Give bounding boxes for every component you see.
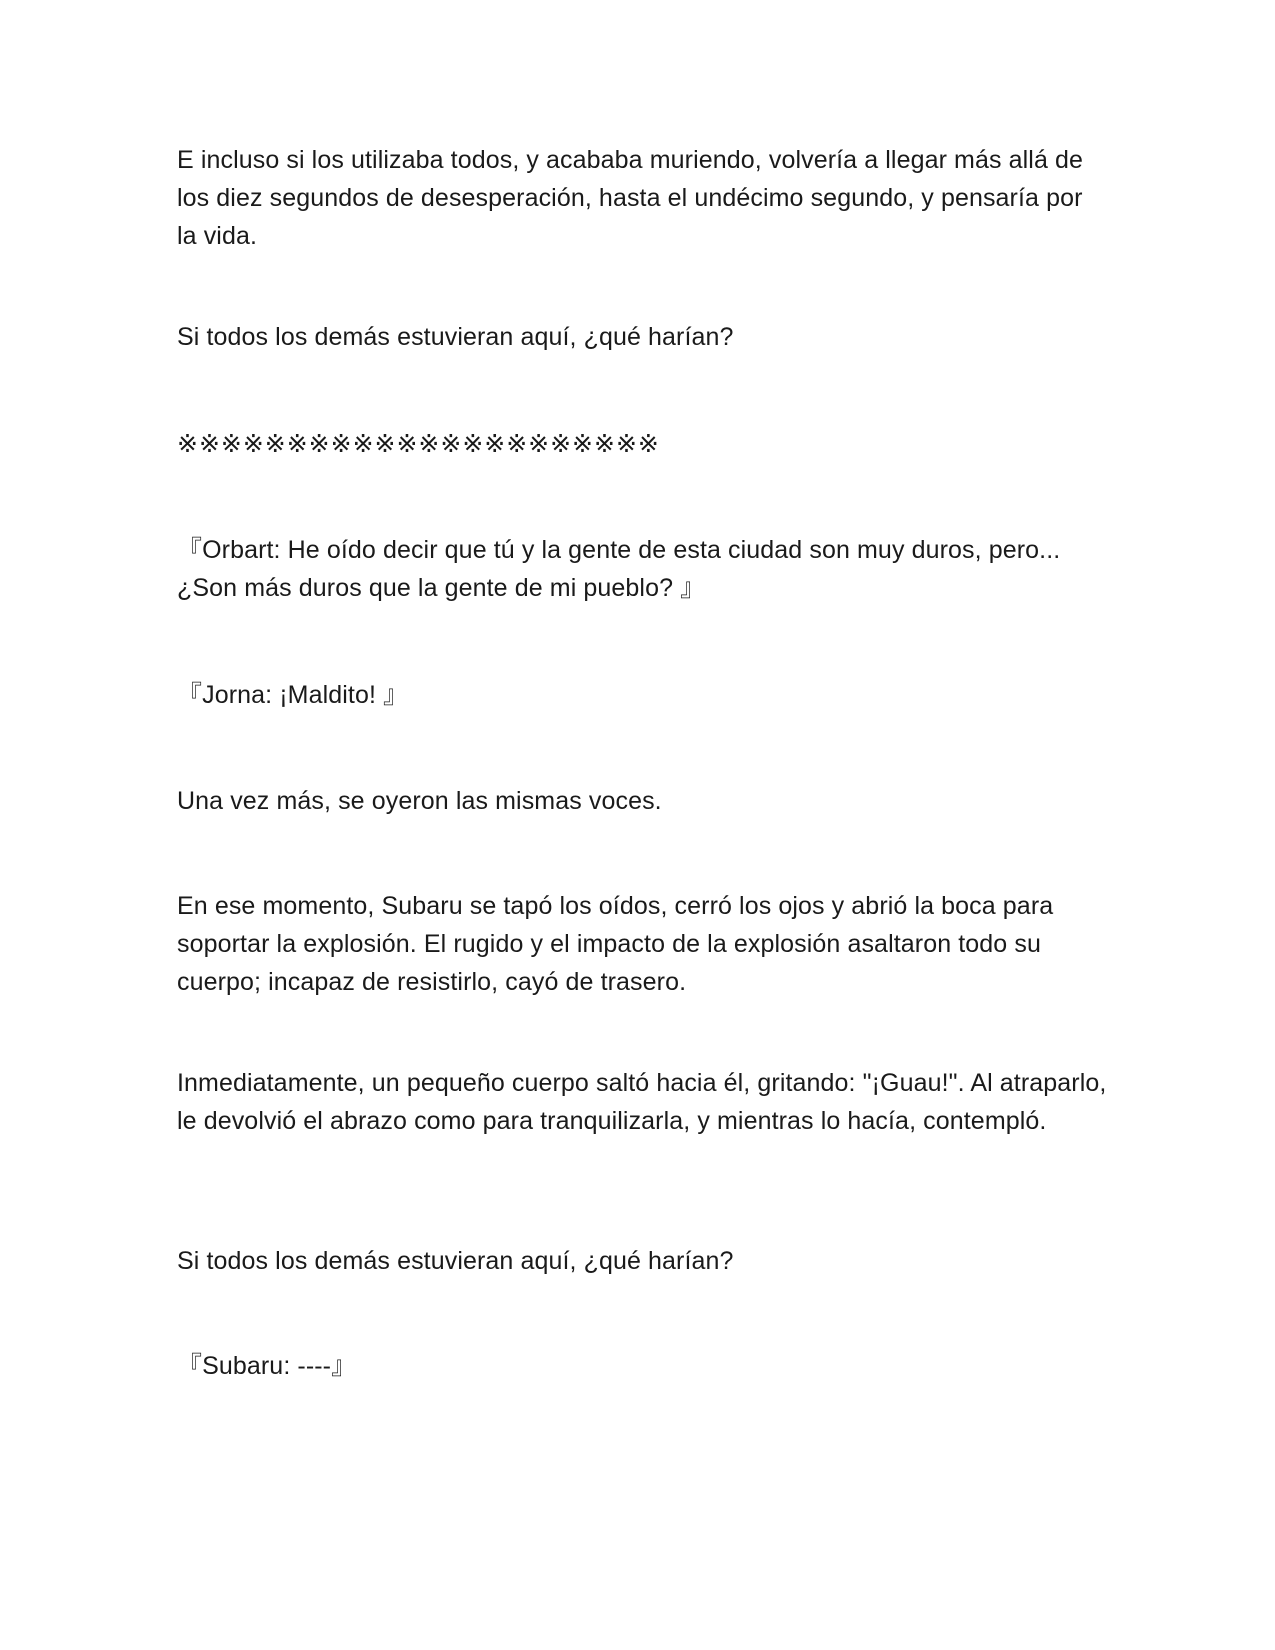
dialogue-jorna: 『Jorna: ¡Maldito! 』 — [177, 681, 409, 709]
section-separator: ※※※※※※※※※※※※※※※※※※※※※※ — [177, 429, 660, 458]
dialogue-subaru: 『Subaru: ----』 — [177, 1352, 357, 1380]
paragraph-3: Una vez más, se oyeron las mismas voces. — [177, 787, 662, 815]
paragraph-5: Inmediatamente, un pequeño cuerpo saltó hacia él, gritando: "¡Guau!". Al atraparlo, le devolvió el abrazo como para tranquilizarla, y mientras lo hacía, contempló. — [177, 1069, 1114, 1135]
paragraph-1: E incluso si los utilizaba todos, y acababa muriendo, volvería a llegar más allá de los diez segundos de desesperación, hasta el undécimo segundo, y pensaría por la vida. — [177, 146, 1091, 250]
dialogue-orbart: 『Orbart: He oído decir que tú y la gente de esta ciudad son muy duros, pero... ¿Son más duros que la gente de mi pueblo? 』 — [177, 536, 1068, 602]
paragraph-4: En ese momento, Subaru se tapó los oídos, cerró los ojos y abrió la boca para soportar la explosión. El rugido y el impacto de la explosión asaltaron todo su cuerpo; incapaz de resistirlo, cayó de trasero. — [177, 892, 1061, 996]
paragraph-2: Si todos los demás estuvieran aquí, ¿qué harían? — [177, 323, 734, 351]
paragraph-6: Si todos los demás estuvieran aquí, ¿qué harían? — [177, 1247, 734, 1275]
